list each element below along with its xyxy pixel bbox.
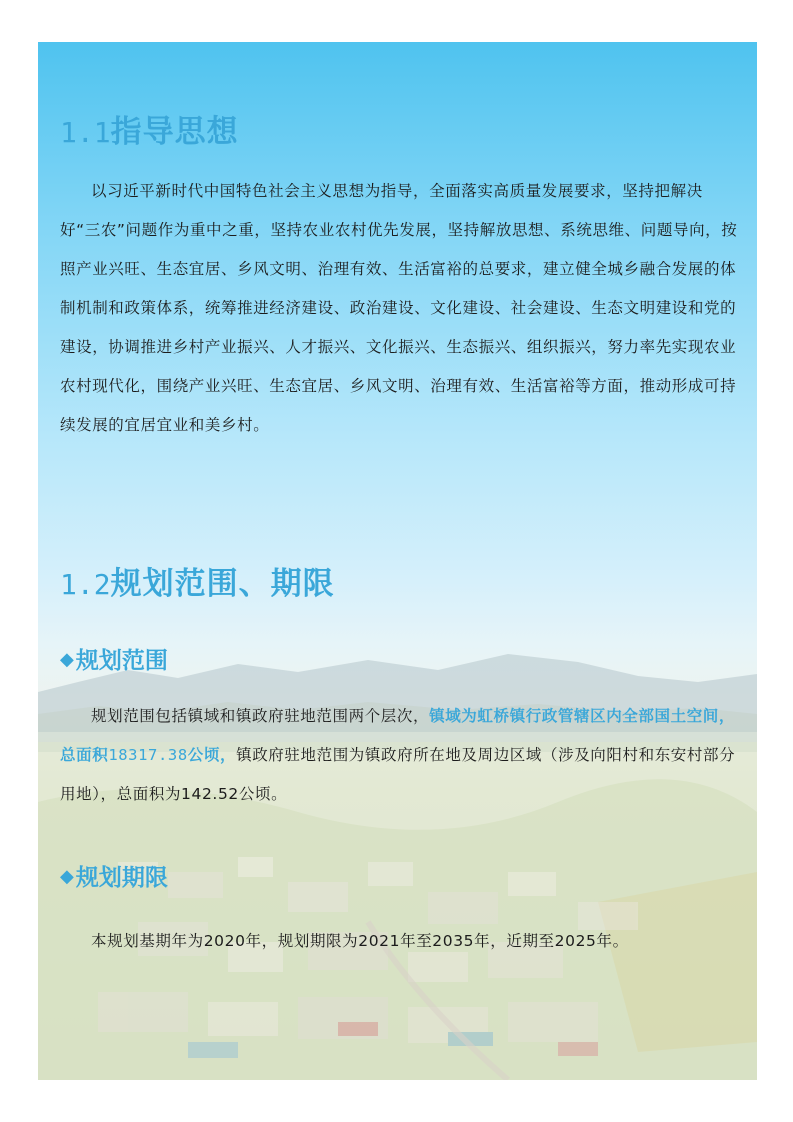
heading-guiding-ideology [60,106,239,151]
scope-highlight-text: 镇域为虹桥镇行政管辖区内全部国土空间，总面积 [60,707,736,764]
diamond-icon: ◆ [60,649,74,670]
subheading-title: 规划期限 [75,865,168,891]
page-panel [38,42,757,1080]
subheading-title: 规划范围 [75,648,168,674]
heading-number: 1.2 [60,568,111,601]
paragraph-planning-scope [60,697,740,814]
scope-text-2: 镇政府驻地范围为镇政府所在地及周边区域（涉及向阳村和东安村部分用地），总面积为142.52公顷。 [60,746,736,803]
heading-planning-scope-period [60,558,335,603]
paragraph-guiding-ideology: 以习近平新时代中国特色社会主义思想为指导，全面落实高质量发展要求，坚持把解决好“三农”问题作为重中之重，坚持农业农村优先发展，坚持解放思想、系统思维、问题导向，按照产业兴旺、生态宜居、乡风文明、治理有效、生活富裕的总要求，建立健全城乡融合发展的体制机制和政策体系，统筹推进经济建设、政治建设、文化建设、社会建设、生态文明建设和党的建设，协调推进乡村产业振兴、人才振兴、文化振兴、生态振兴、组织振兴，努力率先实现农业农村现代化，围绕产业兴旺、生态宜居、乡风文明、治理有效、生活富裕等方面，推动形成可持续发展的宜居宜业和美乡村。 [60,182,738,434]
paragraph-planning-period: 本规划基期年为2020年，规划期限为2021年至2035年，近期至2025年。 [91,932,629,950]
heading-title: 规划范围、期限 [110,566,335,602]
subheading-planning-scope [60,642,168,675]
scope-area-unit: 公顷， [187,746,237,764]
heading-number: 1.1 [60,116,111,149]
heading-title: 指导思想 [110,114,239,150]
subheading-planning-period [60,859,168,892]
diamond-icon: ◆ [60,866,74,887]
scope-area-value: 18317.38 [108,746,188,764]
scope-text-1: 规划范围包括镇域和镇政府驻地范围两个层次， [91,707,430,725]
